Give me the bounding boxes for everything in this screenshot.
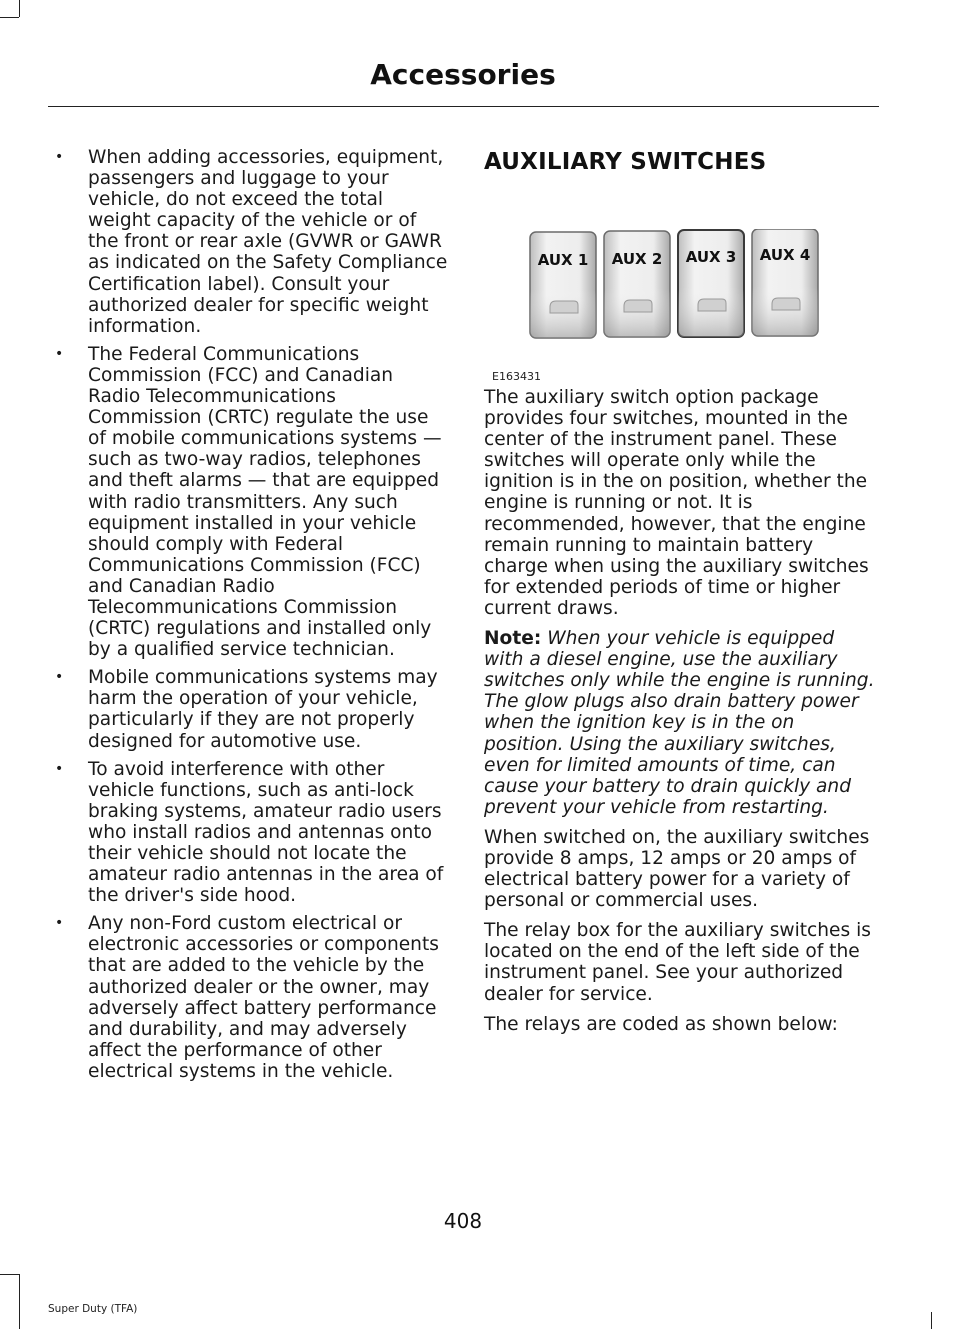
crop-mark [931,1312,932,1329]
aux-switch [604,231,670,337]
list-item: • Any non-Ford custom electrical or electronic accessories or components that are added to the vehicle by the authorized dealer or the owner, may adversely affect battery performance and durability, and may adversely affect the performance of other electrical systems in the vehicle. [55,913,439,1082]
figure-id: E163431 [492,370,541,383]
note-label: Note: [484,628,542,650]
book-title: Super Duty (TFA) [48,1303,138,1315]
switch-label: AUX 3 [685,248,737,266]
aux-switches-illustration [522,229,822,341]
aux-switch [752,229,818,336]
crop-mark [0,1274,19,1275]
paragraph: The auxiliary switch option package provides four switches, mounted in the center of the instrument panel. These switches will operate only while the ignition is in the on position, whether the engine is running or not. It is recommended, however, that the engine remain running to maintain battery charge when using the auxiliary switches for extended periods of time or higher current draws. [484,387,869,619]
aux-switch [678,230,744,337]
list-item: • To avoid interference with other vehicle functions, such as anti-lock braking systems, amateur radio users who install radios and antennas onto their vehicle should not locate the amateur radio antennas in the area of the driver's side hood. [55,758,444,907]
bullet-icon: • [55,345,64,362]
header-rule [48,106,879,107]
bullet-icon: • [55,669,64,686]
crop-mark [19,1274,20,1329]
section-heading: AUXILIARY SWITCHES [484,149,767,175]
paragraph: The relays are coded as shown below: [484,1013,838,1035]
bullet-list [55,147,450,1082]
bullet-icon: • [55,915,64,932]
switch-label: AUX 1 [537,251,589,269]
paragraph: When switched on, the auxiliary switches provide 8 amps, 12 amps or 20 amps of electrical battery power for a variety of personal or commercial uses. [484,826,870,912]
right-column [484,147,878,1044]
crop-mark [0,17,19,18]
bullet-icon: • [55,760,64,777]
aux-switches-figure [484,229,878,387]
page-number: 408 [443,1209,483,1233]
note-paragraph [484,628,878,818]
note-text: When your vehicle is equipped with a diesel engine, use the auxiliary switches only while the engine is running. The glow plugs also drain battery power when the ignition key is in the on position. Using the auxiliary switches, even for limited amounts of time, can cause your battery to drain quickly and prevent your vehicle from restarting. [484,628,875,818]
list-item: • Mobile communications systems may harm the operation of your vehicle, particularly if they are not properly designed for automotive use. [55,667,438,752]
bullet-icon: • [55,149,64,165]
aux-switch [530,232,596,338]
list-item: • The Federal Communications Commission (FCC) and Canadian Radio Telecommunications Commission (CRTC) regulate the use of mobile communications systems — such as two-way radios, telephones and theft alarms — that are equipped with radio transmitters. Any such equipment installed in your vehicle should comply with Federal Communications Commission (FCC) and Canadian Radio Telecommunications Commission (CRTC) regulations and installed only by a qualified service technician. [55,343,442,661]
switch-label: AUX 2 [611,250,663,268]
crop-mark [19,0,20,17]
paragraph: The relay box for the auxiliary switches is located on the end of the left side of the instrument panel. See your authorized dealer for service. [484,920,871,1005]
list-item: • When adding accessories, equipment, passengers and luggage to your vehicle, do not exceed the total weight capacity of the vehicle or of the front or rear axle (GVWR or GAWR as indicated on the Safety Compliance Certification label). Consult your authorized dealer for specific weight information. [55,147,448,337]
switch-label: AUX 4 [759,246,811,264]
left-column [55,147,450,1089]
page-title: Accessories [370,58,556,91]
